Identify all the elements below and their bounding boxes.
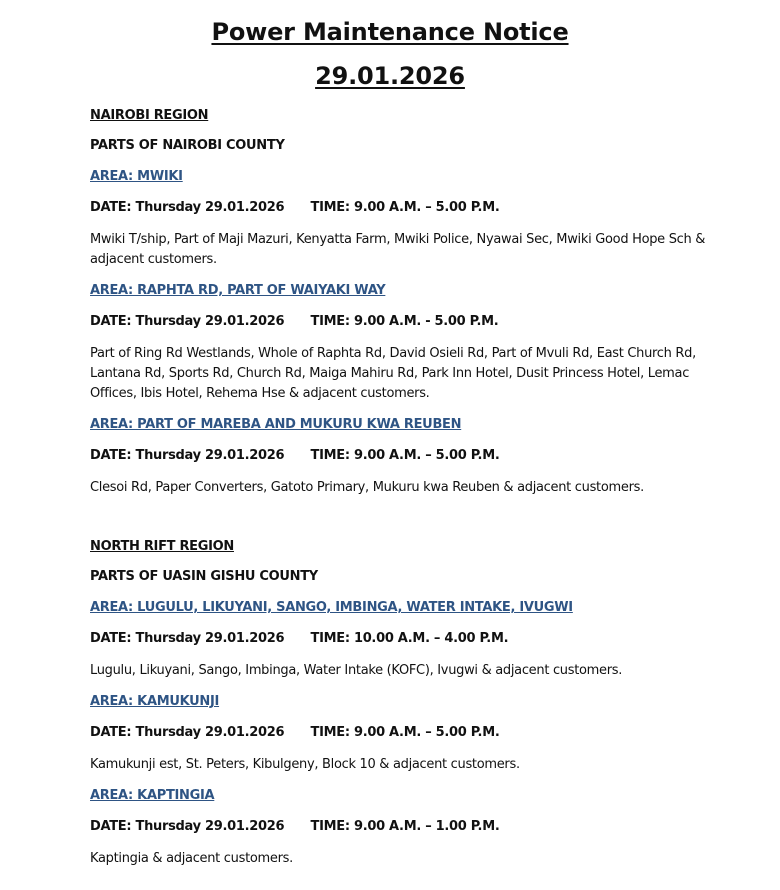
area-description: Clesoi Rd, Paper Converters, Gatoto Primary, Mukuru kwa Reuben & adjacent customers. bbox=[90, 480, 644, 495]
region-heading: NORTH RIFT REGION bbox=[90, 539, 234, 554]
area-heading[interactable]: AREA: MWIKI bbox=[90, 169, 183, 184]
area-description: Lugulu, Likuyani, Sango, Imbinga, Water Intake (KOFC), Ivugwi & adjacent customers. bbox=[90, 663, 623, 678]
area-heading[interactable]: AREA: LUGULU, LIKUYANI, SANGO, IMBINGA, WATER INTAKE, IVUGWI bbox=[90, 600, 573, 615]
document-date: 29.01.2026 bbox=[315, 62, 465, 90]
date-time-line bbox=[90, 313, 730, 331]
section-spacer bbox=[90, 510, 730, 538]
date-text: DATE: Thursday 29.01.2026 bbox=[90, 631, 285, 646]
date-time-line bbox=[90, 447, 730, 465]
notice-content bbox=[90, 107, 730, 881]
time-text: TIME: 9.00 A.M. – 5.00 P.M. bbox=[310, 725, 500, 740]
date-text: DATE: Thursday 29.01.2026 bbox=[90, 819, 285, 834]
time-text: TIME: 9.00 A.M. – 1.00 P.M. bbox=[310, 819, 500, 834]
date-time-line bbox=[90, 818, 730, 836]
area-heading[interactable]: AREA: PART OF MAREBA AND MUKURU KWA REUBEN bbox=[90, 417, 462, 432]
time-text: TIME: 9.00 A.M. – 5.00 P.M. bbox=[310, 448, 500, 463]
county-heading: PARTS OF NAIROBI COUNTY bbox=[90, 138, 285, 153]
time-text: TIME: 10.00 A.M. – 4.00 P.M. bbox=[310, 631, 509, 646]
date-time-line bbox=[90, 630, 730, 648]
area-description: Kamukunji est, St. Peters, Kibulgeny, Block 10 & adjacent customers. bbox=[90, 757, 520, 772]
date-text: DATE: Thursday 29.01.2026 bbox=[90, 314, 285, 329]
region-heading: NAIROBI REGION bbox=[90, 108, 209, 123]
county-heading: PARTS OF UASIN GISHU COUNTY bbox=[90, 569, 318, 584]
date-time-line bbox=[90, 199, 730, 217]
area-heading[interactable]: AREA: RAPHTA RD, PART OF WAIYAKI WAY bbox=[90, 283, 386, 298]
date-text: DATE: Thursday 29.01.2026 bbox=[90, 200, 285, 215]
date-text: DATE: Thursday 29.01.2026 bbox=[90, 448, 285, 463]
time-text: TIME: 9.00 A.M. – 5.00 P.M. bbox=[310, 200, 500, 215]
area-description: Part of Ring Rd Westlands, Whole of Raphta Rd, David Osieli Rd, Part of Mvuli Rd, East Church Rd, Lantana Rd, Sports Rd, Church Rd, Maiga Mahiru Rd, Park Inn Hotel, Dusit Princess Hotel, Lemac Offices, Ibis Hotel, Rehema Hse & adjacent customers. bbox=[90, 346, 696, 401]
area-description: Mwiki T/ship, Part of Maji Mazuri, Kenyatta Farm, Mwiki Police, Nyawai Sec, Mwiki Good Hope Sch & adjacent customers. bbox=[90, 232, 706, 267]
area-heading[interactable]: AREA: KAMUKUNJI bbox=[90, 694, 220, 709]
date-text: DATE: Thursday 29.01.2026 bbox=[90, 725, 285, 740]
time-text: TIME: 9.00 A.M. - 5.00 P.M. bbox=[310, 314, 499, 329]
date-time-line bbox=[90, 724, 730, 742]
document-title: Power Maintenance Notice bbox=[211, 18, 569, 46]
area-heading[interactable]: AREA: KAPTINGIA bbox=[90, 788, 215, 803]
area-description: Kaptingia & adjacent customers. bbox=[90, 851, 293, 866]
